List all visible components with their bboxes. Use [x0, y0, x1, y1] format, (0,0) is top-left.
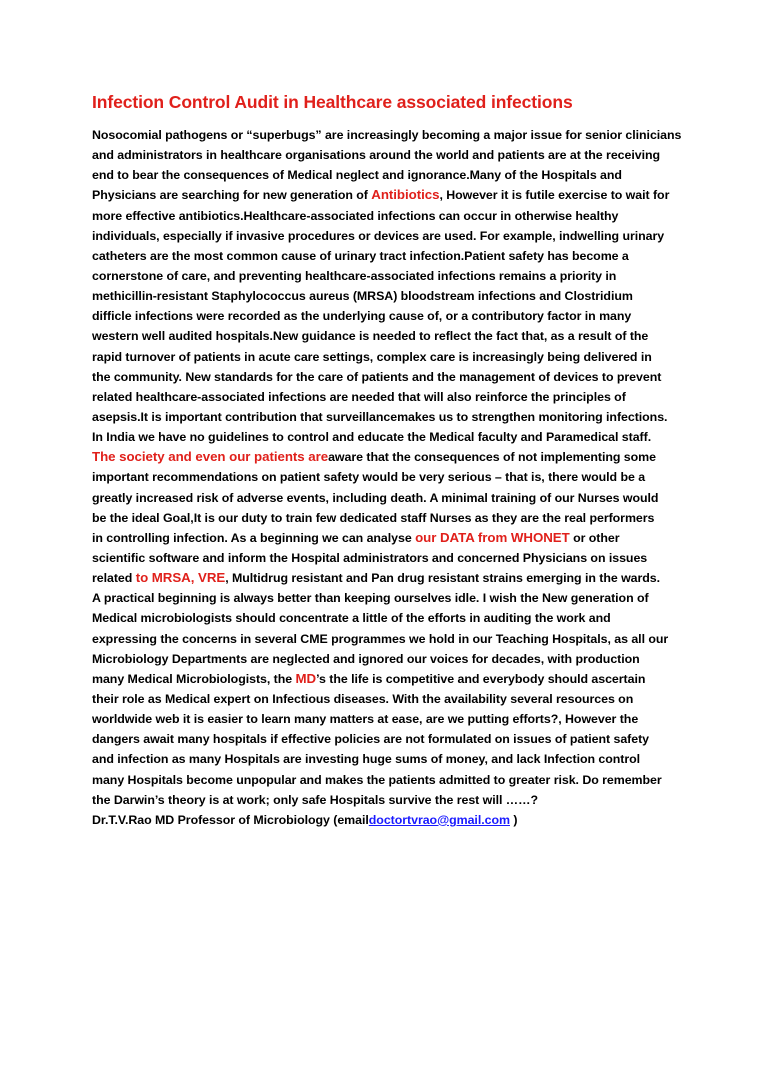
body-line — [92, 185, 682, 205]
text-segment: their role as Medical expert on Infectious diseases. With the availability several resources on — [92, 691, 634, 706]
text-segment: many Hospitals become unpopular and makes the patients admitted to greater risk. Do remember — [92, 772, 662, 787]
body-line — [92, 810, 682, 830]
body-line — [92, 729, 682, 749]
body-line — [92, 629, 682, 649]
text-segment: A practical beginning is always better than keeping ourselves idle. I wish the New generation of — [92, 591, 649, 606]
text-segment: catheters are the most common cause of urinary tract infection.Patient safety has become a — [92, 248, 629, 263]
body-line — [92, 407, 682, 427]
body-line — [92, 709, 682, 729]
text-segment: more effective antibiotics.Healthcare-associated infections can occur in otherwise healthy — [92, 208, 619, 223]
body-line — [92, 608, 682, 628]
text-segment: Medical microbiologists should concentrate a little of the efforts in auditing the work and — [92, 611, 611, 626]
body-line — [92, 427, 682, 447]
text-segment: dangers await many hospitals if effective policies are not formulated on issues of patient safety — [92, 732, 650, 747]
text-segment: Physicians are searching for new generation of — [92, 188, 372, 203]
body-line — [92, 226, 682, 246]
body-line — [92, 286, 682, 306]
body-line — [92, 568, 682, 588]
body-line — [92, 266, 682, 286]
highlighted-text: to MRSA, VRE — [135, 570, 226, 586]
text-segment: western well audited hospitals.New guidance is needed to reflect the fact that, as a result of the — [92, 329, 649, 344]
body-line — [92, 669, 682, 689]
body-line — [92, 367, 682, 387]
text-segment: greatly increased risk of adverse events, including death. A minimal training of our Nurses would — [92, 490, 659, 505]
body-line — [92, 387, 682, 407]
body-line — [92, 347, 682, 367]
text-segment: Microbiology Departments are neglected and ignored our voices for decades, with production — [92, 651, 640, 666]
text-segment: related — [92, 571, 136, 586]
document-title: Infection Control Audit in Healthcare associated infections — [92, 92, 573, 112]
text-segment: many Medical Microbiologists, the — [92, 671, 296, 686]
text-segment: asepsis.It is important contribution that surveillancemakes us to strengthen monitoring infections. — [92, 409, 668, 424]
highlighted-text: Antibiotics — [371, 187, 440, 203]
body-line — [92, 749, 682, 769]
body-line — [92, 326, 682, 346]
text-segment: related healthcare-associated infections are needed that will also reinforce the principles of — [92, 389, 626, 404]
text-segment: the community. New standards for the care of patients and the management of devices to prevent — [92, 369, 662, 384]
body-line — [92, 206, 682, 226]
text-segment: end to bear the consequences of Medical neglect and ignorance.Many of the Hospitals and — [92, 168, 622, 183]
text-segment: in controlling infection. As a beginning we can analyse — [92, 530, 416, 545]
body-line — [92, 488, 682, 508]
body-line — [92, 145, 682, 165]
text-segment: individuals, especially if invasive procedures or devices are used. For example, indwelling urinary — [92, 228, 665, 243]
text-segment: and infection as many Hospitals are investing huge sums of money, and lack Infection control — [92, 752, 641, 767]
body-line — [92, 528, 682, 548]
body-line — [92, 689, 682, 709]
body-line — [92, 548, 682, 568]
text-segment: ) — [509, 812, 518, 827]
body-line — [92, 649, 682, 669]
text-segment: important recommendations on patient safety would be very serious – that is, there would be a — [92, 470, 646, 485]
body-line — [92, 588, 682, 608]
text-segment: methicillin-resistant Staphylococcus aureus (MRSA) bloodstream infections and Clostridium — [92, 289, 633, 304]
text-segment: , However it is futile exercise to wait for — [439, 188, 670, 203]
body-line — [92, 125, 682, 145]
text-segment: and administrators in healthcare organisations around the world and patients are at the receiving — [92, 148, 661, 163]
text-segment: rapid turnover of patients in acute care settings, complex care is increasingly being delivered in — [92, 349, 652, 364]
highlighted-text: our DATA from WHONET — [415, 529, 570, 545]
text-segment: Nosocomial pathogens or “superbugs” are increasingly becoming a major issue for senior clinicians — [92, 128, 682, 142]
text-segment: , Multidrug resistant and Pan drug resistant strains emerging in the wards. — [225, 571, 661, 586]
body-line — [92, 790, 682, 810]
body-line — [92, 508, 682, 528]
text-segment: difficle infections were recorded as the underlying cause of, or a contributory factor in many — [92, 309, 632, 324]
email-link[interactable]: doctortvrao@gmail.com — [368, 812, 510, 827]
text-segment: In India we have no guidelines to control and educate the Medical faculty and Paramedical staff. — [92, 430, 652, 445]
text-segment: cornerstone of care, and preventing healthcare-associated infections remains a priority in — [92, 268, 617, 283]
body-line — [92, 306, 682, 326]
body-line — [92, 165, 682, 185]
body-line — [92, 447, 682, 467]
body-line — [92, 770, 682, 790]
highlighted-text: The society and even our patients are — [92, 449, 329, 465]
text-segment: the Darwin’s theory is at work; only safe Hospitals survive the rest will ……? — [92, 792, 539, 807]
text-segment: aware that the consequences of not implementing some — [328, 450, 656, 465]
body-line — [92, 467, 682, 487]
highlighted-text: MD — [295, 670, 317, 686]
body-line — [92, 246, 682, 266]
text-segment: ’s the life is competitive and everybody should ascertain — [316, 671, 646, 686]
text-segment: worldwide web it is easier to learn many matters at ease, are we putting efforts?, However the — [92, 712, 639, 727]
text-segment: or other — [569, 530, 620, 545]
text-segment: expressing the concerns in several CME programmes we hold in our Teaching Hospitals, as all our — [92, 631, 669, 646]
document-body — [92, 125, 682, 830]
text-segment: be the ideal Goal,It is our duty to train few dedicated staff Nurses as they are the real performers — [92, 510, 655, 525]
text-segment: scientific software and inform the Hospital administrators and concerned Physicians on issues — [92, 550, 648, 565]
text-segment: Dr.T.V.Rao MD Professor of Microbiology (email — [92, 812, 369, 827]
